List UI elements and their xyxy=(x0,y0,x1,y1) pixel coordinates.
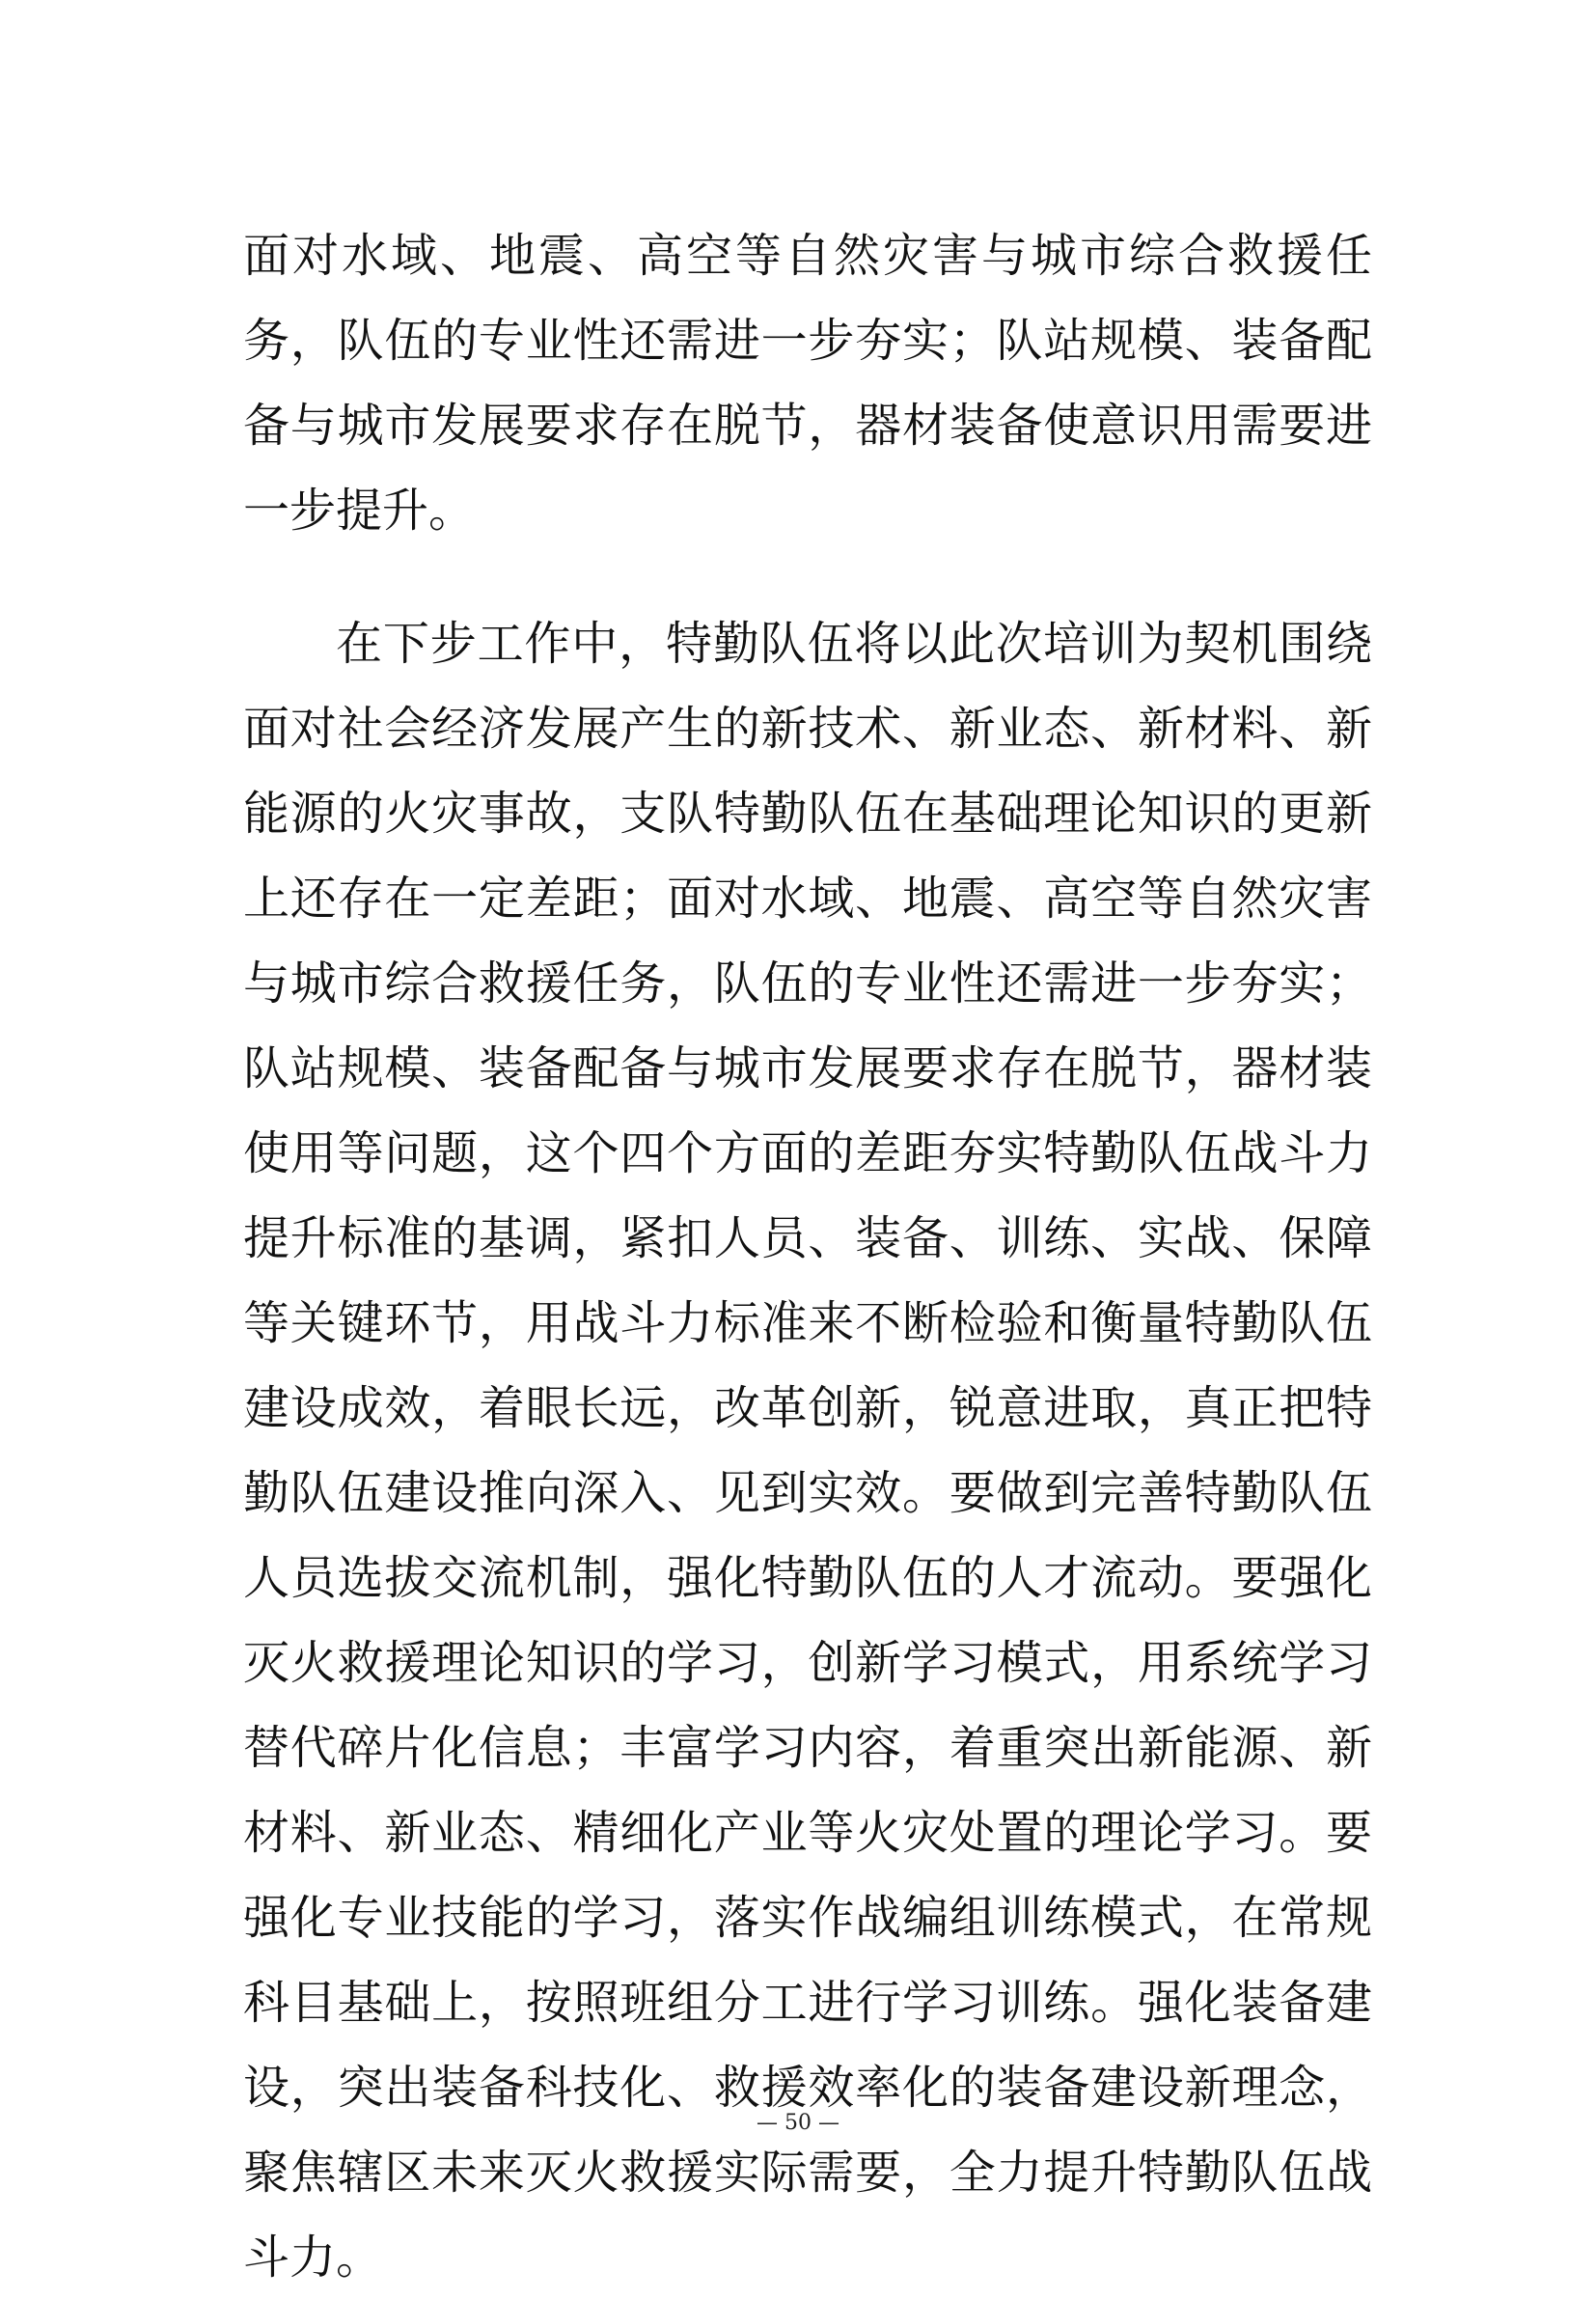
document-body xyxy=(243,213,1372,2300)
page-number: — 50 — xyxy=(757,2111,839,2135)
paragraph-next-steps: 在下步工作中，特勤队伍将以此次培训为契机围绕面对社会经济发展产生的新技术、新业态、新材料、新能源的火灾事故，支队特勤队伍在基础理论知识的更新上还存在一定差距；面对水域、地震、高空等自然灾害与城市综合救援任务，队伍的专业性还需进一步夯实；队站规模、装备配备与城市发展要求存在脱节，器材装使用等问题，这个四个方面的差距夯实特勤队伍战斗力提升标准的基调，紧扣人员、装备、训练、实战、保障等关键环节，用战斗力标准来不断检验和衡量特勤队伍建设成效，着眼长远，改革创新，锐意进取，真正把特勤队伍建设推向深入、见到实效。要做到完善特勤队伍人员选拔交流机制，强化特勤队伍的人才流动。要强化灭火救援理论知识的学习，创新学习模式，用系统学习替代碎片化信息；丰富学习内容，着重突出新能源、新材料、新业态、精细化产业等火灾处置的理论学习。要强化专业技能的学习，落实作战编组训练模式，在常规科目基础上，按照班组分工进行学习训练。强化装备建设，突出装备科技化、救援效率化的装备建设新理念，聚焦辖区未来灭火救援实际需要，全力提升特勤队伍战斗力。 xyxy=(243,617,1372,2285)
paragraph-continued: 面对水域、地震、高空等自然灾害与城市综合救援任务，队伍的专业性还需进一步夯实；队站规模、装备配备与城市发展要求存在脱节，器材装备使意识用需要进一步提升。 xyxy=(243,229,1372,538)
